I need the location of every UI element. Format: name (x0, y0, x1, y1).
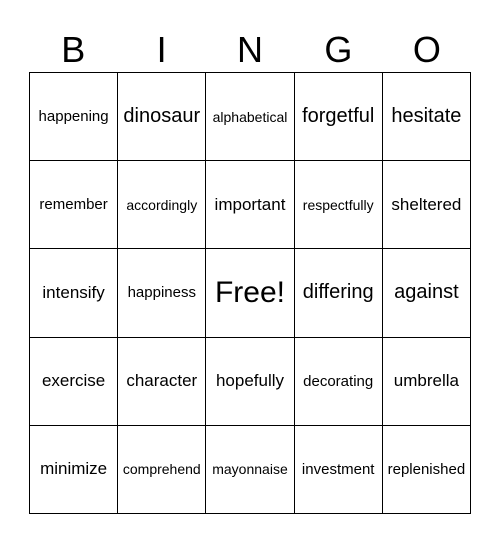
bingo-header (29, 28, 471, 72)
bingo-cell: umbrella (383, 338, 471, 426)
bingo-cell: accordingly (118, 161, 206, 249)
bingo-cell: hesitate (383, 73, 471, 161)
header-letter-g: G (324, 29, 353, 70)
bingo-cell: forgetful (295, 73, 383, 161)
bingo-cell: alphabetical (206, 73, 294, 161)
bingo-cell: sheltered (383, 161, 471, 249)
bingo-cell: replenished (383, 426, 471, 514)
bingo-cell: mayonnaise (206, 426, 294, 514)
header-letter-b: B (61, 29, 86, 70)
bingo-cell: minimize (30, 426, 118, 514)
bingo-cell: character (118, 338, 206, 426)
bingo-cell: exercise (30, 338, 118, 426)
bingo-cell: happening (30, 73, 118, 161)
bingo-cell: intensify (30, 249, 118, 337)
bingo-cell: comprehend (118, 426, 206, 514)
bingo-cell: investment (295, 426, 383, 514)
bingo-cell: against (383, 249, 471, 337)
header-letter-n: N (237, 29, 264, 70)
header-letter-i: I (156, 29, 167, 70)
bingo-free-space: Free! (206, 249, 294, 337)
bingo-cell: happiness (118, 249, 206, 337)
bingo-cell: hopefully (206, 338, 294, 426)
bingo-cell: respectfully (295, 161, 383, 249)
header-letter-o: O (412, 29, 441, 70)
bingo-cell: important (206, 161, 294, 249)
bingo-cell: differing (295, 249, 383, 337)
bingo-cell: dinosaur (118, 73, 206, 161)
bingo-cell: decorating (295, 338, 383, 426)
bingo-board (29, 72, 471, 514)
bingo-cell: remember (30, 161, 118, 249)
